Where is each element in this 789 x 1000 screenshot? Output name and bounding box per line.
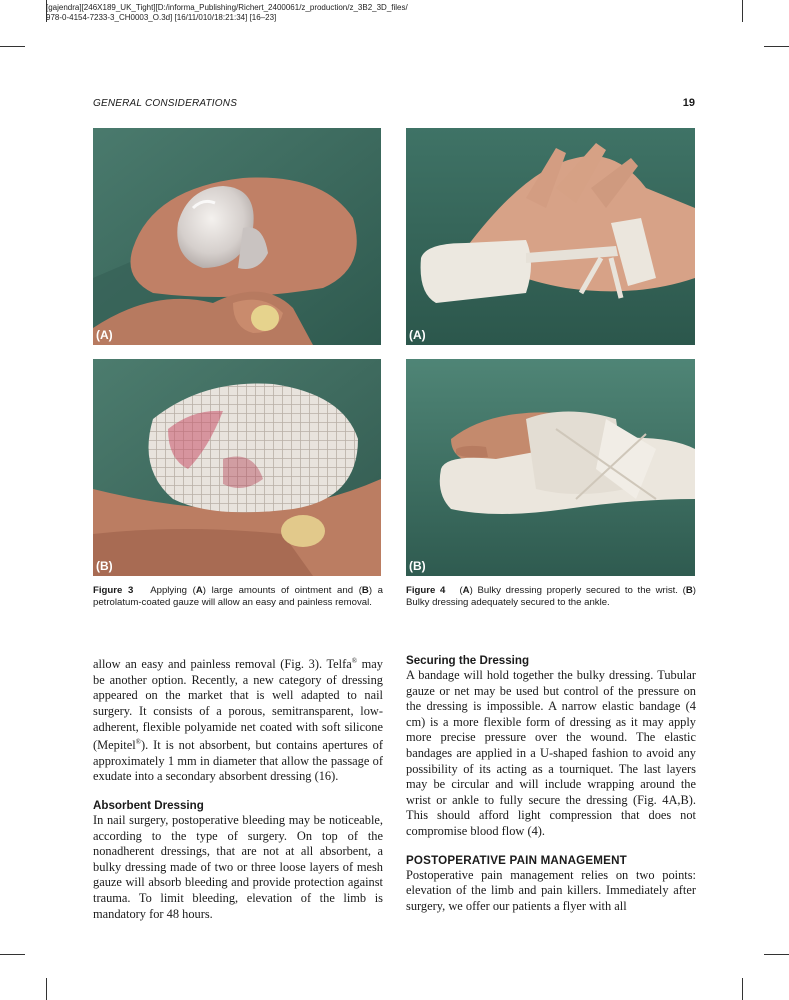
body-paragraph — [93, 654, 383, 785]
right-column — [406, 654, 696, 914]
running-head: GENERAL CONSIDERATIONS — [93, 98, 238, 109]
text-run: allow an easy and painless removal (Fig. 3). Telfa — [93, 657, 352, 672]
caption-text: ) Bulky dressing properly secured to the wrist. ( — [469, 585, 686, 596]
body-paragraph: A bandage will hold together the bulky dressing. Tubular gauze or net may be used but control of the pressure on the dressing is impossible. A narrow elastic bandage (4 cm) is a more flexible form of dressing as it may apply more precise pressure over the wound. The elastic bandages are applied in a U-shaped fashion to avoid any possibility of its acting as a tourniquet. The last layers may be circular and will include wrapping around the wrist or ankle to fully secure the dressing (Fig. 4A,B). This should afford light compression that does not compromise blood flow (4). — [406, 668, 696, 838]
production-slug — [46, 3, 546, 23]
slug-line-1: [gajendra][246X189_UK_Tight][D:/informa_Publishing/Richert_2400061/z_production/z_3B2_3D_files/ — [46, 3, 408, 12]
caption-ref-a: A — [462, 585, 470, 596]
body-paragraph: In nail surgery, postoperative bleeding may be noticeable, according to the type of surgery. On top of the nonadherent dressings, that are not at all absorbent, a bulky dressing made of two or three loose layers of mesh gauze will absorb bleeding and provide protection against trauma. To limit bleeding, elevation of the limb is mandatory for 48 hours. — [93, 813, 383, 921]
figure-4-caption — [406, 585, 696, 609]
crop-mark — [46, 978, 47, 1000]
section-heading-absorbent-dressing: Absorbent Dressing — [93, 799, 204, 812]
panel-label-b: (B) — [96, 559, 113, 573]
registered-mark: ® — [135, 738, 141, 747]
page-number: 19 — [682, 97, 695, 109]
figure-3-caption — [93, 585, 383, 609]
caption-ref-a: A — [195, 585, 203, 596]
body-paragraph: Postoperative pain management relies on two points: elevation of the limb and pain killers. Immediately after surgery, we offer our patients a flyer with all — [406, 867, 696, 913]
left-column — [93, 654, 383, 922]
figure-4a-photo — [406, 128, 695, 345]
caption-text: Applying ( — [150, 585, 196, 596]
crop-mark — [764, 46, 789, 47]
text-run: may be another option. Recently, a new category of dressing appeared on the market that is well adapted to nail surgery. It consists of a porous, semitransparent, low-adherent, flexible polyamide net coated with soft silicone (Mepitel — [93, 657, 383, 753]
crop-mark — [0, 954, 25, 955]
slug-line-2: 978-0-4154-7233-3_CH0003_O.3d] [16/11/010/18:21:34] [16–23] — [46, 13, 277, 22]
registered-mark: ® — [351, 657, 358, 665]
section-heading-securing-dressing: Securing the Dressing — [406, 654, 530, 667]
crop-mark — [742, 978, 743, 1000]
caption-label: Figure 3 — [93, 585, 134, 596]
panel-label-a: (A) — [96, 328, 113, 342]
caption-label: Figure 4 — [406, 585, 446, 596]
caption-text: ) a petrolatum-coated gauze will allow an easy and painless removal. — [93, 585, 384, 608]
section-heading-pain-management: POSTOPERATIVE PAIN MANAGEMENT — [406, 853, 627, 867]
text-run: ). It is not absorbent, but contains apertures of approximately 1 mm in diameter that allow the passage of exudate into a secondary absorbent dressing (16). — [93, 738, 383, 784]
caption-text: ) large amounts of ointment and ( — [202, 585, 362, 596]
figure-3b-photo — [93, 359, 381, 576]
crop-mark — [742, 0, 743, 22]
figure-3a-photo — [93, 128, 381, 345]
caption-text: ) Bulky dressing adequately secured to the ankle. — [406, 585, 696, 608]
caption-ref-b: B — [685, 585, 693, 596]
caption-ref-b: B — [361, 585, 369, 596]
caption-text: ( — [459, 585, 463, 596]
crop-mark — [0, 46, 25, 47]
figure-4b-photo — [406, 359, 695, 576]
crop-mark — [764, 954, 789, 955]
panel-label-b: (B) — [409, 559, 426, 573]
panel-label-a: (A) — [409, 328, 426, 342]
